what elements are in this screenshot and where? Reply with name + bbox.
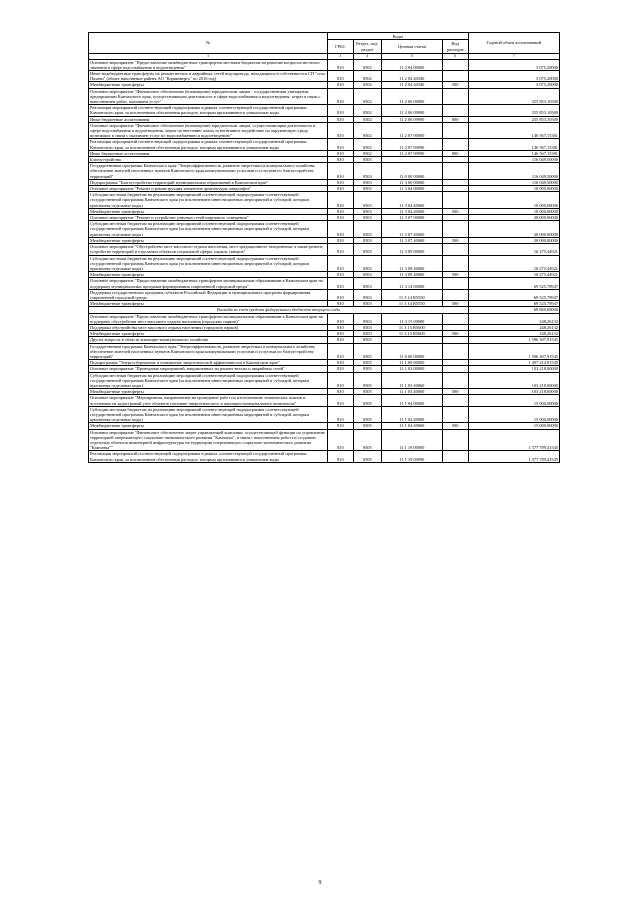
row-section: 0503 bbox=[353, 192, 381, 209]
row-target-article: 11 1 03 40060 bbox=[381, 372, 442, 389]
row-target-article: 11 3 04 00000 bbox=[381, 186, 442, 192]
row-grbs: 810 bbox=[327, 255, 353, 272]
row-expense-type bbox=[442, 451, 468, 462]
header-annual-amount: Годовой объем ассигнований bbox=[468, 33, 559, 54]
row-expense-type bbox=[442, 255, 468, 272]
row-amount: 16 275,44921 bbox=[468, 244, 559, 255]
row-target-article: 11 3 07 40060 bbox=[381, 237, 442, 243]
row-section: 0503 bbox=[353, 221, 381, 238]
row-expense-type bbox=[442, 163, 468, 180]
row-expense-type bbox=[442, 372, 468, 389]
row-target-article: 11 3 07 40060 bbox=[381, 221, 442, 238]
row-name: Межбюджетные трансферты bbox=[89, 423, 328, 429]
row-section: 0503 bbox=[353, 179, 381, 185]
row-grbs: 810 bbox=[327, 150, 353, 156]
row-section: 0503 bbox=[353, 272, 381, 278]
row-name: Субсидии местным бюджетам на реализацию мероприятий соответствующей подпрограммы соответствующей государственной программы Камчатского края (за исключением инвестиционных мероприятий и субсидий, которым присвоены отдельные коды) bbox=[89, 372, 328, 389]
row-name: Основное мероприятие "Финансовое обеспечение (возмещение) юридическим лицам - государственным унитарным предприятиям Камчатского края, осуществляющим деятельность в сфере водоснабжения и водоотведения, затрат в связи с выполнением работ, оказанием услуг" bbox=[89, 88, 328, 105]
row-grbs: 810 bbox=[327, 324, 353, 330]
header-grbs: ГРБС bbox=[327, 40, 353, 54]
table-row bbox=[89, 122, 560, 139]
row-name: Межбюджетные трансферты bbox=[89, 82, 328, 88]
row-name: Субсидии местным бюджетам на реализацию мероприятий соответствующей подпрограммы соответствующей государственной программы Камчатского края (за исключением инвестиционных мероприятий и субсидий, которым присвоены отдельные коды) bbox=[89, 255, 328, 272]
row-grbs: 810 bbox=[327, 429, 353, 451]
row-section: 0505 bbox=[353, 337, 381, 343]
row-grbs: 810 bbox=[327, 116, 353, 122]
row-grbs: 810 bbox=[327, 192, 353, 209]
row-grbs: 810 bbox=[327, 423, 353, 429]
row-target-article: 11 1 04 00000 bbox=[381, 395, 442, 406]
row-amount: 16 275,44921 bbox=[468, 255, 559, 272]
row-amount: 69 525,78947 bbox=[468, 289, 559, 300]
row-section: 0503 bbox=[353, 163, 381, 180]
row-target-article: 11 3 04 40060 bbox=[381, 192, 442, 209]
row-expense-type bbox=[442, 244, 468, 255]
row-target-article: 11 3 09 40060 bbox=[381, 255, 442, 272]
row-expense-type: 500 bbox=[442, 331, 468, 337]
row-name: Основное мероприятие "Проведение мероприятий, направленных на ремонт ветхих и аварийных сетей" bbox=[89, 366, 328, 372]
header-codes-group: Коды bbox=[327, 33, 468, 40]
row-name: Поддержка обустройства мест массового отдыха населения (городских парков) bbox=[89, 324, 328, 330]
row-amount: 116 049,50000 bbox=[468, 157, 559, 163]
row-amount: 116 049,50000 bbox=[468, 163, 559, 180]
table-row bbox=[89, 289, 560, 300]
row-amount: 146 567,15381 bbox=[468, 122, 559, 139]
row-section: 0502 bbox=[353, 122, 381, 139]
row-expense-type: 500 bbox=[442, 389, 468, 395]
row-amount: 255 853,10500 bbox=[468, 88, 559, 105]
row-expense-type bbox=[442, 221, 468, 238]
row-grbs: 810 bbox=[327, 82, 353, 88]
row-target-article: 11 0 00 00000 bbox=[381, 343, 442, 360]
table-row bbox=[89, 372, 560, 389]
row-name: Межбюджетные трансферты bbox=[89, 272, 328, 278]
row-section: 0503 bbox=[353, 324, 381, 330]
row-grbs: 810 bbox=[327, 406, 353, 423]
row-section: 0503 bbox=[353, 186, 381, 192]
row-amount: 1 596 307,91545 bbox=[468, 337, 559, 343]
row-target-article: 11 3 15 00000 bbox=[381, 313, 442, 324]
row-grbs: 810 bbox=[327, 186, 353, 192]
table-row bbox=[89, 59, 560, 70]
row-expense-type: 500 bbox=[442, 423, 468, 429]
row-section: 0505 bbox=[353, 395, 381, 406]
row-name: Подпрограмма "Энергосбережение и повышение энергетической эффективности в Камчатском крае" bbox=[89, 360, 328, 366]
row-grbs: 810 bbox=[327, 244, 353, 255]
row-target-article: 11 2 04 40340 bbox=[381, 82, 442, 88]
row-name: Благоустройство bbox=[89, 157, 328, 163]
row-name: Основное мероприятие "Ремонт и устройство уличных сетей наружного освещения" bbox=[89, 215, 328, 221]
header-section: Раздел, под-раздел bbox=[353, 40, 381, 54]
row-section: 0503 bbox=[353, 157, 381, 163]
row-name: Основное мероприятие "Финансовое обеспечение затрат управляющей компании, осуществляющей функции по управлению территорией опережающего социально-экономического развития "Камчатка", в связи с выполнением работ по созданию отдельных объектов инженерной инфраструктуры на территории опережающего социально-экономического развития "Камчатка"" bbox=[89, 429, 328, 451]
row-target-article: 11 2 04 40340 bbox=[381, 71, 442, 82]
row-name: Субсидии местным бюджетам на реализацию мероприятий соответствующей подпрограммы соответствующей государственной программы Камчатского края (за исключением инвестиционных мероприятий и субсидий, которым присвоены отдельные коды) bbox=[89, 221, 328, 238]
row-section: 0505 bbox=[353, 360, 381, 366]
row-grbs: 810 bbox=[327, 122, 353, 139]
table-body bbox=[89, 59, 560, 462]
row-target-article: 11 2 06 00000 bbox=[381, 88, 442, 105]
row-amount: 146 567,15381 bbox=[468, 139, 559, 150]
row-section: 0503 bbox=[353, 215, 381, 221]
row-target-article: 11 1 00 00000 bbox=[381, 360, 442, 366]
row-section: 0503 bbox=[353, 237, 381, 243]
row-section: 0505 bbox=[353, 343, 381, 360]
row-amount: 69 525,78947 bbox=[468, 301, 559, 307]
row-amount: 15 000,00000 bbox=[468, 406, 559, 423]
row-target-article: 11 2 04 00000 bbox=[381, 59, 442, 70]
row-name: Межбюджетные трансферты bbox=[89, 208, 328, 214]
row-target-article: 11 3 15 R5600 bbox=[381, 331, 442, 337]
row-section: 0503 bbox=[353, 331, 381, 337]
row-grbs: 810 bbox=[327, 389, 353, 395]
row-name: Другие вопросы в области жилищно-коммунального хозяйства bbox=[89, 337, 328, 343]
row-name: Межбюджетные трансферты bbox=[89, 301, 328, 307]
row-expense-type bbox=[442, 139, 468, 150]
row-name: Реализация мероприятий соответствующей подпрограммы в рамках соответствующей государственной программы Камчатского края, за исключением обеспечения расходов, которым присваиваются уникальные коды bbox=[89, 451, 328, 462]
row-section: 0503 bbox=[353, 278, 381, 289]
row-section: 0505 bbox=[353, 406, 381, 423]
column-number: 7 bbox=[468, 54, 559, 60]
row-grbs: 810 bbox=[327, 366, 353, 372]
funding-source-label: Расходы за счет средств федерального бюджета текущего года bbox=[89, 307, 469, 313]
column-number: 4 bbox=[353, 54, 381, 60]
row-target-article: 11 3 00 00000 bbox=[381, 179, 442, 185]
row-expense-type bbox=[442, 88, 468, 105]
row-target-article: 11 1 19 00000 bbox=[381, 429, 442, 451]
row-amount: 1 596 307,91545 bbox=[468, 343, 559, 360]
row-grbs: 810 bbox=[327, 451, 353, 462]
row-grbs: 810 bbox=[327, 343, 353, 360]
row-expense-type bbox=[442, 122, 468, 139]
row-grbs: 810 bbox=[327, 395, 353, 406]
row-section: 0503 bbox=[353, 313, 381, 324]
row-target-article: 11 2 07 09990 bbox=[381, 139, 442, 150]
row-grbs: 810 bbox=[327, 88, 353, 105]
header-target-article: Целевая статья bbox=[381, 40, 442, 54]
row-grbs: 810 bbox=[327, 289, 353, 300]
row-section: 0502 bbox=[353, 116, 381, 122]
row-expense-type bbox=[442, 71, 468, 82]
table-row bbox=[89, 163, 560, 180]
row-expense-type: 500 bbox=[442, 272, 468, 278]
table-row bbox=[89, 451, 560, 462]
row-section: 0502 bbox=[353, 82, 381, 88]
row-amount: 20 000,00000 bbox=[468, 237, 559, 243]
table-row bbox=[89, 221, 560, 238]
row-grbs: 810 bbox=[327, 157, 353, 163]
row-name: Поддержка государственных программ субъектов Российской Федерации и муниципальных программ формирования современной городской среды bbox=[89, 289, 328, 300]
row-target-article: 11 0 00 00000 bbox=[381, 163, 442, 180]
row-expense-type bbox=[442, 59, 468, 70]
row-target-article: 11 3 04 40060 bbox=[381, 208, 442, 214]
row-amount: 3 075,20000 bbox=[468, 59, 559, 70]
row-amount: 10 000,00000 bbox=[468, 186, 559, 192]
row-expense-type: 500 bbox=[442, 82, 468, 88]
table-row bbox=[89, 406, 560, 423]
row-grbs: 810 bbox=[327, 301, 353, 307]
row-section: 0502 bbox=[353, 71, 381, 82]
row-section: 0503 bbox=[353, 301, 381, 307]
row-name: Основное мероприятие "Ремонт и реконструкция элементов архитектуры ландшафта" bbox=[89, 186, 328, 192]
column-number: 3 bbox=[327, 54, 353, 60]
row-grbs: 810 bbox=[327, 71, 353, 82]
budget-table bbox=[88, 32, 560, 463]
row-amount: 146 567,15381 bbox=[468, 150, 559, 156]
row-amount: 1 377 789,41545 bbox=[468, 429, 559, 451]
row-amount: 248,26132 bbox=[468, 331, 559, 337]
row-section: 0502 bbox=[353, 88, 381, 105]
row-grbs: 810 bbox=[327, 221, 353, 238]
row-target-article: 11 3 09 40060 bbox=[381, 272, 442, 278]
row-expense-type: 500 bbox=[442, 237, 468, 243]
row-name: Подпрограмма "Благоустройство территорий муниципальных образований в Камчатском крае" bbox=[89, 179, 328, 185]
row-expense-type bbox=[442, 395, 468, 406]
table-row bbox=[89, 88, 560, 105]
row-grbs: 810 bbox=[327, 272, 353, 278]
row-grbs: 810 bbox=[327, 163, 353, 180]
column-number: 6 bbox=[442, 54, 468, 60]
row-name: Основное мероприятие "Предоставление межбюджетных трансфертов местным бюджетам на решение вопросов местного значения в сфере водоснабжения и водоотведения" bbox=[89, 59, 328, 70]
header-expense-type: Вид расходов bbox=[442, 40, 468, 54]
column-number: 1 bbox=[89, 54, 328, 60]
row-amount: 255 853,10500 bbox=[468, 116, 559, 122]
row-target-article: 11 3 09 00000 bbox=[381, 244, 442, 255]
row-target-article: 11 1 04 40060 bbox=[381, 423, 442, 429]
row-grbs: 810 bbox=[327, 337, 353, 343]
row-target-article: 11 3 07 00000 bbox=[381, 215, 442, 221]
row-target-article: 11 3 14 R5550 bbox=[381, 289, 442, 300]
row-target-article: 11 2 07 00000 bbox=[381, 122, 442, 139]
row-target-article: 11 3 14 00000 bbox=[381, 278, 442, 289]
row-expense-type bbox=[442, 192, 468, 209]
table-row bbox=[89, 278, 560, 289]
row-section: 0505 bbox=[353, 429, 381, 451]
row-name: Межбюджетные трансферты bbox=[89, 331, 328, 337]
row-target-article: 11 1 19 09990 bbox=[381, 451, 442, 462]
row-target-article: 11 2 06 09990 bbox=[381, 116, 442, 122]
row-amount: 255 853,10500 bbox=[468, 105, 559, 116]
row-expense-type bbox=[442, 406, 468, 423]
row-target-article: 11 1 04 40060 bbox=[381, 406, 442, 423]
row-amount: 3 075,20000 bbox=[468, 82, 559, 88]
header-number: № bbox=[89, 33, 328, 54]
row-name: Основное мероприятие "Мероприятия, направленные на проведение работ по изготовлению технических планов и постановке на кадастровый учет объектов топливно-энергетического и жилищно-коммунального комплексов" bbox=[89, 395, 328, 406]
row-section: 0503 bbox=[353, 208, 381, 214]
row-amount: 10 000,00000 bbox=[468, 192, 559, 209]
row-expense-type bbox=[442, 105, 468, 116]
row-expense-type: 800 bbox=[442, 116, 468, 122]
row-amount: 15 000,00000 bbox=[468, 395, 559, 406]
row-amount: 103 218,00000 bbox=[468, 372, 559, 389]
row-expense-type: 500 bbox=[442, 208, 468, 214]
row-grbs: 810 bbox=[327, 105, 353, 116]
row-expense-type bbox=[442, 289, 468, 300]
table-row bbox=[89, 192, 560, 209]
row-expense-type: 500 bbox=[442, 301, 468, 307]
row-section: 0503 bbox=[353, 255, 381, 272]
row-amount: 248,26132 bbox=[468, 313, 559, 324]
row-section: 0503 bbox=[353, 289, 381, 300]
row-amount: 248,26132 bbox=[468, 324, 559, 330]
row-expense-type bbox=[442, 278, 468, 289]
row-section: 0502 bbox=[353, 59, 381, 70]
row-section: 0502 bbox=[353, 150, 381, 156]
row-name: Иные межбюджетные трансферты на ремонт ветхих и аварийных сетей водопровода, находящихся в собственности СП "село Пахачи" (общее наполнение райнея АО "Корякэнерго" по 2016 год) bbox=[89, 71, 328, 82]
row-grbs: 810 bbox=[327, 139, 353, 150]
table-row bbox=[89, 343, 560, 360]
table-row bbox=[89, 395, 560, 406]
table-row bbox=[89, 71, 560, 82]
row-name: Иные бюджетные ассигнования bbox=[89, 116, 328, 122]
row-grbs: 810 bbox=[327, 360, 353, 366]
row-name: Основное мероприятие "Предоставление межбюджетных трансфертов муниципальным образованиям в Камчатском крае на поддержку обустройства мест массового отдыха населения (городских парков)" bbox=[89, 313, 328, 324]
row-amount: 103 218,00000 bbox=[468, 366, 559, 372]
row-target-article: 11 3 15 R5600 bbox=[381, 324, 442, 330]
column-number: 5 bbox=[381, 54, 442, 60]
row-section: 0505 bbox=[353, 372, 381, 389]
row-amount: 20 000,00000 bbox=[468, 221, 559, 238]
row-section: 0502 bbox=[353, 139, 381, 150]
row-grbs: 810 bbox=[327, 59, 353, 70]
row-expense-type bbox=[442, 343, 468, 360]
row-target-article: 11 1 03 00000 bbox=[381, 366, 442, 372]
row-amount: 1 377 789,41545 bbox=[468, 451, 559, 462]
row-section: 0505 bbox=[353, 451, 381, 462]
row-section: 0503 bbox=[353, 244, 381, 255]
row-grbs: 810 bbox=[327, 278, 353, 289]
row-amount: 103 218,00000 bbox=[468, 389, 559, 395]
row-name: Реализация мероприятий соответствующей подпрограммы в рамках соответствующей государственной программы Камчатского края, за исключением обеспечения расходов, которым присваиваются уникальные коды bbox=[89, 105, 328, 116]
row-amount: 10 000,00000 bbox=[468, 208, 559, 214]
row-grbs: 810 bbox=[327, 215, 353, 221]
table-row bbox=[89, 313, 560, 324]
row-grbs: 810 bbox=[327, 331, 353, 337]
row-expense-type: 800 bbox=[442, 150, 468, 156]
row-expense-type bbox=[442, 313, 468, 324]
row-name: Субсидии местным бюджетам на реализацию мероприятий соответствующей подпрограммы соответствующей государственной программы Камчатского края (за исключением инвестиционных мероприятий и субсидий, которым присвоены отдельные коды) bbox=[89, 406, 328, 423]
table-header-row-1 bbox=[89, 33, 560, 40]
row-name: Межбюджетные трансферты bbox=[89, 389, 328, 395]
row-grbs: 810 bbox=[327, 372, 353, 389]
row-target-article: 11 1 03 40060 bbox=[381, 389, 442, 395]
row-name: Иные бюджетные ассигнования bbox=[89, 150, 328, 156]
row-section: 0505 bbox=[353, 366, 381, 372]
row-amount: 3 075,20000 bbox=[468, 71, 559, 82]
row-amount: 15 000,00000 bbox=[468, 423, 559, 429]
row-grbs: 810 bbox=[327, 208, 353, 214]
table-row bbox=[89, 139, 560, 150]
page-number: 9 bbox=[318, 880, 322, 886]
row-grbs: 810 bbox=[327, 313, 353, 324]
row-grbs: 810 bbox=[327, 237, 353, 243]
row-name: Межбюджетные трансферты bbox=[89, 237, 328, 243]
row-amount: 20 000,00000 bbox=[468, 215, 559, 221]
funding-source-amount: 68 869,69000 bbox=[468, 307, 559, 313]
row-name: Субсидии местным бюджетам на реализацию мероприятий соответствующей подпрограммы соответствующей государственной программы Камчатского края (за исключением инвестиционных мероприятий и субсидий, которым присвоены отдельные коды) bbox=[89, 192, 328, 209]
table-row bbox=[89, 244, 560, 255]
row-name: Основное мероприятие "Обустройство мест массового отдыха населения, мест традиционного захоронения, а также ремонт, устройство территорий и отдельных объектов социальной сферы, парков, скверов" bbox=[89, 244, 328, 255]
table-row bbox=[89, 429, 560, 451]
row-target-article: 11 3 14 R5550 bbox=[381, 301, 442, 307]
row-amount: 69 525,78947 bbox=[468, 278, 559, 289]
row-amount: 116 049,50000 bbox=[468, 179, 559, 185]
row-name: Государственная программа Камчатского края "Энергоэффективность, развитие энергетики и коммунального хозяйства, обеспечение жителей населенных пунктов Камчатского края коммунальными услугами и услугами по благоустройству территорий" bbox=[89, 343, 328, 360]
row-section: 0505 bbox=[353, 423, 381, 429]
row-section: 0502 bbox=[353, 105, 381, 116]
row-target-article: 11 2 07 09990 bbox=[381, 150, 442, 156]
row-name: Основное мероприятие "Финансовое обеспечение (возмещение) юридическим лицам, осуществляющим деятельность в сфере водоснабжения и водоотведения, затрат по внесению платы за негативное воздействие на окружающую среду, возникших в связи с оказанием услуг по водоснабжению и водоотведению" bbox=[89, 122, 328, 139]
row-name: Реализация мероприятий соответствующей подпрограммы в рамках соответствующей государственной программы Камчатского края, за исключением обеспечения расходов, которым присваиваются уникальные коды bbox=[89, 139, 328, 150]
row-section: 0505 bbox=[353, 389, 381, 395]
row-target-article: 11 2 06 09990 bbox=[381, 105, 442, 116]
row-amount: 1 497 214,91545 bbox=[468, 360, 559, 366]
row-grbs: 810 bbox=[327, 179, 353, 185]
table-row bbox=[89, 255, 560, 272]
row-expense-type bbox=[442, 429, 468, 451]
row-name: Государственная программа Камчатского края "Энергоэффективность, развитие энергетики и коммунального хозяйства, обеспечение жителей населенных пунктов Камчатского края коммунальными услугами и услугами по благоустройству территорий" bbox=[89, 163, 328, 180]
row-amount: 16 275,44921 bbox=[468, 272, 559, 278]
table-row bbox=[89, 105, 560, 116]
row-name: Основное мероприятие "Предоставление межбюджетных трансфертов муниципальным образованиям в Камчатском крае на поддержку муниципальных программ формирования современной городской среды" bbox=[89, 278, 328, 289]
